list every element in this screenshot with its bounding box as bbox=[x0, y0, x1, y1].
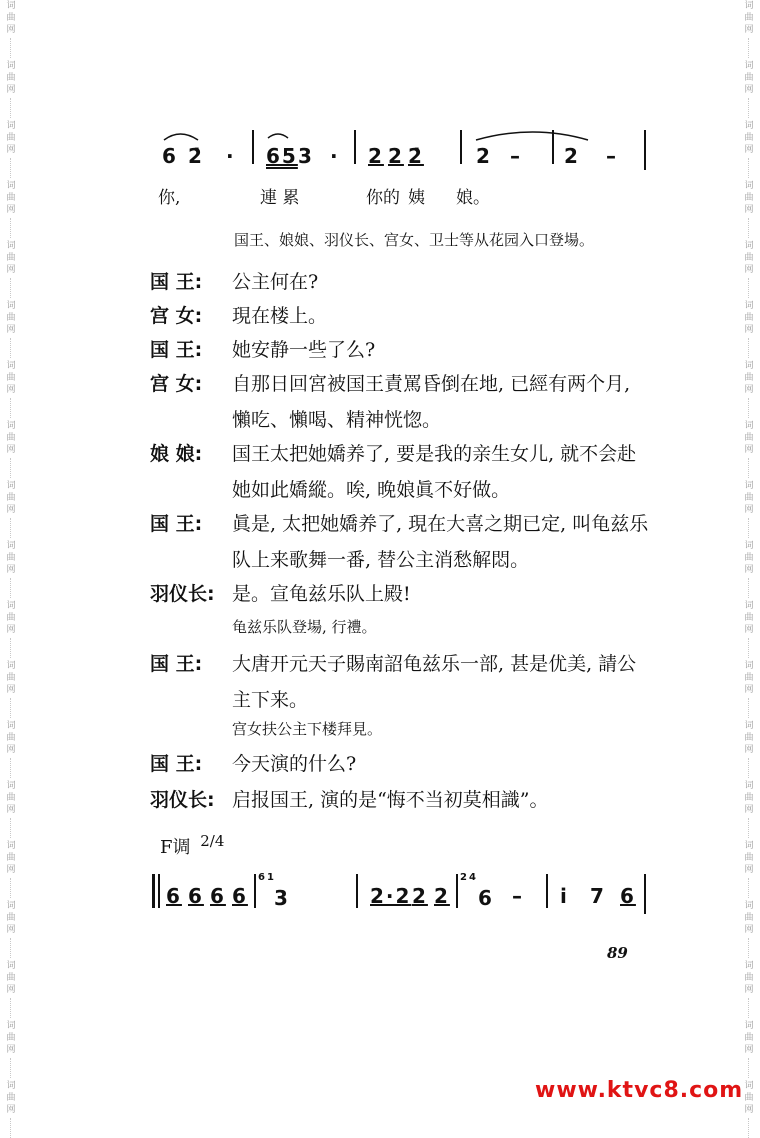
margin-watermark-group bbox=[742, 480, 756, 516]
margin-watermark-char: 曲 bbox=[744, 313, 754, 323]
note: – bbox=[510, 144, 522, 168]
key-label: F调 bbox=[160, 837, 191, 858]
margin-watermark-char: 网 bbox=[744, 925, 754, 935]
barline bbox=[152, 874, 155, 908]
margin-watermark-group bbox=[742, 900, 756, 936]
margin-watermark-char: 词 bbox=[744, 121, 754, 131]
margin-watermark-char: 曲 bbox=[6, 673, 16, 683]
margin-watermark-char: 曲 bbox=[744, 733, 754, 743]
margin-watermark-group bbox=[742, 1080, 756, 1116]
margin-watermark-char: 词 bbox=[744, 361, 754, 371]
margin-watermark-char: 网 bbox=[744, 25, 754, 35]
margin-watermark-group bbox=[742, 600, 756, 636]
speech: 是。宣龟兹乐队上殿! bbox=[232, 583, 411, 605]
speaker: 国 王: bbox=[150, 513, 203, 535]
margin-watermark-char: 网 bbox=[744, 445, 754, 455]
margin-watermark-group bbox=[742, 0, 756, 36]
note: 3 bbox=[274, 886, 290, 910]
note: 2 bbox=[388, 144, 404, 168]
margin-watermark-char: 网 bbox=[6, 805, 16, 815]
speech: 眞是, 太把她嬌养了, 現在大喜之期已定, 叫龟兹乐队上来歌舞一番, 替公主消愁解悶。 bbox=[232, 513, 649, 571]
margin-dotted-rule bbox=[10, 1058, 13, 1078]
note: 6 bbox=[620, 884, 636, 908]
margin-dotted-rule bbox=[748, 758, 751, 778]
margin-dotted-rule bbox=[748, 38, 751, 58]
margin-watermark-char: 曲 bbox=[744, 253, 754, 263]
margin-watermark-char: 网 bbox=[744, 145, 754, 155]
margin-watermark-char: 网 bbox=[6, 85, 16, 95]
speaker: 国 王: bbox=[150, 753, 203, 775]
margin-dotted-rule bbox=[748, 578, 751, 598]
margin-watermark-char: 词 bbox=[6, 481, 16, 491]
margin-watermark-char: 词 bbox=[6, 661, 16, 671]
margin-watermark-char: 网 bbox=[6, 1045, 16, 1055]
lyric: 連 累 bbox=[260, 188, 300, 208]
note: 2 bbox=[564, 144, 580, 168]
margin-watermark-char: 网 bbox=[6, 985, 16, 995]
margin-watermark-group bbox=[742, 120, 756, 156]
margin-watermark-char: 曲 bbox=[6, 733, 16, 743]
margin-watermark-char: 网 bbox=[744, 745, 754, 755]
note: 2̇ bbox=[408, 144, 424, 168]
margin-dotted-rule bbox=[748, 1118, 751, 1138]
margin-watermark-char: 网 bbox=[6, 625, 16, 635]
margin-watermark-char: 词 bbox=[6, 721, 16, 731]
margin-watermark-group bbox=[4, 780, 18, 816]
speech: 启报国王, 演的是“悔不当初莫相識”。 bbox=[232, 789, 549, 811]
key-signature bbox=[160, 832, 224, 859]
margin-watermark-char: 曲 bbox=[6, 853, 16, 863]
margin-watermark-char: 词 bbox=[744, 541, 754, 551]
margin-watermark-group bbox=[4, 1080, 18, 1116]
margin-watermark-group bbox=[742, 840, 756, 876]
speech: 她安静一些了么? bbox=[232, 339, 376, 361]
note: 6 bbox=[166, 884, 182, 908]
score-top bbox=[158, 140, 658, 180]
margin-watermark-group bbox=[4, 960, 18, 996]
margin-watermark-char: 网 bbox=[6, 745, 16, 755]
margin-watermark-group bbox=[4, 120, 18, 156]
margin-dotted-rule bbox=[10, 878, 13, 898]
margin-watermark-char: 词 bbox=[6, 241, 16, 251]
margin-watermark-char: 词 bbox=[6, 1081, 16, 1091]
margin-watermark-char: 曲 bbox=[744, 853, 754, 863]
margin-watermark-char: 网 bbox=[744, 805, 754, 815]
margin-watermark-char: 词 bbox=[744, 1, 754, 11]
margin-watermark-char: 词 bbox=[6, 421, 16, 431]
margin-watermark-char: 曲 bbox=[744, 373, 754, 383]
speech: 現在楼上。 bbox=[232, 305, 328, 327]
margin-watermark-char: 网 bbox=[6, 385, 16, 395]
margin-watermark-char: 词 bbox=[744, 721, 754, 731]
margin-watermark-char: 词 bbox=[6, 841, 16, 851]
speaker: 国 王: bbox=[150, 653, 203, 675]
margin-dotted-rule bbox=[748, 638, 751, 658]
margin-dotted-rule bbox=[748, 1058, 751, 1078]
margin-dotted-rule bbox=[10, 518, 13, 538]
note: 6 bbox=[162, 144, 178, 168]
margin-watermark-char: 词 bbox=[744, 1021, 754, 1031]
margin-dotted-rule bbox=[10, 1118, 13, 1138]
margin-watermark-char: 网 bbox=[744, 625, 754, 635]
margin-watermark-char: 网 bbox=[744, 265, 754, 275]
margin-watermark-char: 词 bbox=[6, 1, 16, 11]
margin-watermark-char: 曲 bbox=[744, 13, 754, 23]
note: 3 bbox=[298, 144, 314, 168]
margin-watermark-char: 曲 bbox=[744, 673, 754, 683]
margin-watermark-group bbox=[742, 720, 756, 756]
speaker: 宫 女: bbox=[150, 305, 203, 327]
margin-dotted-rule bbox=[748, 158, 751, 178]
margin-watermark-group bbox=[742, 540, 756, 576]
margin-dotted-rule bbox=[748, 278, 751, 298]
margin-watermark-group bbox=[4, 300, 18, 336]
margin-watermark-group bbox=[742, 300, 756, 336]
note: 6 bbox=[232, 884, 248, 908]
margin-watermark-group bbox=[4, 0, 18, 36]
margin-dotted-rule bbox=[10, 458, 13, 478]
margin-watermark-char: 曲 bbox=[744, 1093, 754, 1103]
margin-dotted-rule bbox=[748, 698, 751, 718]
margin-watermark-group bbox=[4, 840, 18, 876]
margin-watermark-char: 网 bbox=[744, 1045, 754, 1055]
barline bbox=[356, 874, 358, 908]
margin-watermark-char: 词 bbox=[6, 121, 16, 131]
speech: 今天演的什么? bbox=[232, 753, 357, 775]
margin-watermark-group bbox=[4, 1020, 18, 1056]
margin-dotted-rule bbox=[10, 638, 13, 658]
margin-watermark-group bbox=[4, 60, 18, 96]
barline bbox=[354, 130, 356, 164]
speech: 国王太把她嬌养了, 要是我的亲生女儿, 就不会赴她如此嬌縱。唉, 晚娘眞不好做。 bbox=[232, 443, 637, 501]
note: 6 bbox=[210, 884, 226, 908]
margin-watermark-char: 网 bbox=[744, 865, 754, 875]
note: 65 bbox=[266, 144, 298, 168]
note: 2 bbox=[434, 884, 450, 908]
note: · bbox=[330, 144, 340, 168]
margin-watermark-char: 曲 bbox=[744, 73, 754, 83]
margin-dotted-rule bbox=[748, 998, 751, 1018]
speech: 自那日回宮被国王責罵昏倒在地, 已經有两个月, 懶吃、懶喝、精神恍惚。 bbox=[232, 373, 631, 431]
note: 2 bbox=[368, 144, 384, 168]
margin-watermark-char: 曲 bbox=[744, 973, 754, 983]
margin-watermark-group bbox=[4, 540, 18, 576]
margin-watermark-group bbox=[4, 240, 18, 276]
speaker: 宫 女: bbox=[150, 373, 203, 395]
margin-watermark-char: 网 bbox=[744, 985, 754, 995]
barline bbox=[546, 874, 548, 908]
margin-watermark-char: 网 bbox=[6, 505, 16, 515]
margin-dotted-rule bbox=[748, 98, 751, 118]
margin-dotted-rule bbox=[748, 458, 751, 478]
speaker: 国 王: bbox=[150, 271, 203, 293]
margin-watermark-char: 曲 bbox=[6, 73, 16, 83]
margin-watermark-char: 网 bbox=[6, 685, 16, 695]
left-margin-watermark bbox=[4, 0, 18, 1130]
margin-dotted-rule bbox=[10, 218, 13, 238]
margin-dotted-rule bbox=[10, 98, 13, 118]
margin-watermark-char: 网 bbox=[6, 925, 16, 935]
margin-dotted-rule bbox=[10, 158, 13, 178]
note: 2 bbox=[412, 884, 428, 908]
margin-watermark-char: 曲 bbox=[6, 253, 16, 263]
margin-watermark-char: 曲 bbox=[6, 613, 16, 623]
margin-watermark-char: 词 bbox=[744, 661, 754, 671]
barline bbox=[460, 130, 462, 164]
barline bbox=[644, 874, 646, 914]
margin-watermark-group bbox=[4, 480, 18, 516]
margin-watermark-char: 曲 bbox=[744, 553, 754, 563]
margin-watermark-char: 词 bbox=[744, 781, 754, 791]
margin-watermark-char: 词 bbox=[744, 421, 754, 431]
margin-watermark-char: 网 bbox=[6, 865, 16, 875]
margin-watermark-char: 词 bbox=[744, 841, 754, 851]
margin-watermark-group bbox=[4, 660, 18, 696]
barline bbox=[456, 874, 458, 908]
note: 2̇ bbox=[188, 144, 204, 168]
grace-note: 61 bbox=[258, 872, 276, 883]
margin-watermark-char: 网 bbox=[6, 325, 16, 335]
margin-dotted-rule bbox=[748, 218, 751, 238]
margin-watermark-char: 曲 bbox=[6, 1033, 16, 1043]
stage-direction: 龟兹乐队登場, 行禮。 bbox=[232, 618, 377, 636]
margin-dotted-rule bbox=[748, 398, 751, 418]
margin-watermark-char: 网 bbox=[6, 205, 16, 215]
margin-dotted-rule bbox=[748, 818, 751, 838]
margin-watermark-char: 曲 bbox=[744, 433, 754, 443]
stage-direction: 宫女扶公主下楼拜見。 bbox=[232, 720, 383, 738]
time-signature: 2/4 bbox=[200, 832, 225, 850]
grace-note: 24 bbox=[460, 872, 478, 883]
margin-dotted-rule bbox=[10, 338, 13, 358]
speaker: 国 王: bbox=[150, 339, 203, 361]
margin-watermark-char: 词 bbox=[6, 601, 16, 611]
margin-dotted-rule bbox=[10, 938, 13, 958]
margin-watermark-group bbox=[742, 1020, 756, 1056]
margin-watermark-char: 曲 bbox=[6, 973, 16, 983]
margin-watermark-group bbox=[4, 900, 18, 936]
barline bbox=[158, 874, 160, 908]
website-watermark: www.ktvc8.com bbox=[535, 1078, 744, 1103]
margin-watermark-group bbox=[4, 420, 18, 456]
score-bottom bbox=[150, 872, 650, 920]
margin-watermark-char: 网 bbox=[744, 205, 754, 215]
note: 6 bbox=[478, 886, 494, 910]
margin-watermark-char: 曲 bbox=[6, 1093, 16, 1103]
margin-watermark-group bbox=[742, 60, 756, 96]
note: 6 bbox=[188, 884, 204, 908]
margin-watermark-char: 词 bbox=[6, 61, 16, 71]
margin-watermark-char: 曲 bbox=[6, 193, 16, 203]
margin-watermark-char: 词 bbox=[744, 1081, 754, 1091]
margin-watermark-char: 曲 bbox=[744, 913, 754, 923]
margin-watermark-char: 词 bbox=[6, 181, 16, 191]
margin-watermark-char: 曲 bbox=[6, 493, 16, 503]
speech: 公主何在? bbox=[232, 271, 319, 293]
barline bbox=[552, 130, 554, 164]
lyric: 你, bbox=[158, 188, 181, 208]
margin-watermark-char: 曲 bbox=[744, 193, 754, 203]
note: 7 bbox=[590, 884, 606, 908]
lyric: 娘。 bbox=[456, 188, 490, 208]
margin-dotted-rule bbox=[10, 998, 13, 1018]
margin-dotted-rule bbox=[10, 38, 13, 58]
margin-watermark-char: 曲 bbox=[6, 13, 16, 23]
margin-watermark-char: 词 bbox=[6, 541, 16, 551]
margin-watermark-char: 曲 bbox=[6, 313, 16, 323]
margin-watermark-group bbox=[4, 360, 18, 396]
margin-watermark-group bbox=[4, 180, 18, 216]
margin-watermark-group bbox=[4, 600, 18, 636]
speech: 大唐开元天子賜南詔龟兹乐一部, 甚是优美, 請公主下来。 bbox=[232, 653, 637, 711]
margin-watermark-char: 网 bbox=[744, 325, 754, 335]
margin-watermark-char: 词 bbox=[6, 301, 16, 311]
margin-dotted-rule bbox=[748, 938, 751, 958]
margin-watermark-char: 词 bbox=[6, 781, 16, 791]
margin-watermark-char: 网 bbox=[6, 25, 16, 35]
margin-watermark-char: 词 bbox=[6, 901, 16, 911]
margin-watermark-char: 词 bbox=[744, 601, 754, 611]
margin-watermark-char: 曲 bbox=[744, 793, 754, 803]
margin-dotted-rule bbox=[10, 698, 13, 718]
barline bbox=[254, 874, 256, 908]
margin-watermark-char: 网 bbox=[744, 85, 754, 95]
speaker: 羽仪长: bbox=[150, 789, 215, 811]
margin-watermark-char: 曲 bbox=[6, 553, 16, 563]
margin-watermark-char: 曲 bbox=[744, 1033, 754, 1043]
stage-direction: 国王、娘娘、羽仪长、宫女、卫士等从花园入口登場。 bbox=[234, 231, 595, 249]
margin-watermark-char: 词 bbox=[744, 241, 754, 251]
margin-dotted-rule bbox=[10, 578, 13, 598]
note: – bbox=[512, 884, 524, 908]
margin-watermark-char: 词 bbox=[744, 901, 754, 911]
margin-watermark-char: 词 bbox=[744, 481, 754, 491]
margin-dotted-rule bbox=[10, 278, 13, 298]
margin-watermark-char: 词 bbox=[6, 361, 16, 371]
margin-watermark-char: 曲 bbox=[744, 613, 754, 623]
margin-watermark-char: 词 bbox=[6, 961, 16, 971]
margin-dotted-rule bbox=[10, 758, 13, 778]
barline bbox=[252, 130, 254, 164]
margin-watermark-char: 曲 bbox=[6, 433, 16, 443]
page-number: 89 bbox=[607, 944, 628, 962]
margin-watermark-char: 网 bbox=[744, 1105, 754, 1115]
speaker: 羽仪长: bbox=[150, 583, 215, 605]
margin-watermark-char: 词 bbox=[744, 61, 754, 71]
margin-watermark-char: 词 bbox=[744, 961, 754, 971]
note: · bbox=[226, 144, 236, 168]
margin-watermark-char: 曲 bbox=[6, 373, 16, 383]
margin-watermark-char: 曲 bbox=[6, 133, 16, 143]
barline bbox=[644, 130, 646, 170]
margin-watermark-group bbox=[4, 720, 18, 756]
margin-watermark-char: 曲 bbox=[744, 493, 754, 503]
margin-watermark-group bbox=[742, 360, 756, 396]
margin-watermark-char: 网 bbox=[744, 685, 754, 695]
margin-watermark-char: 词 bbox=[6, 1021, 16, 1031]
margin-dotted-rule bbox=[748, 878, 751, 898]
margin-watermark-char: 网 bbox=[6, 565, 16, 575]
margin-watermark-char: 曲 bbox=[6, 913, 16, 923]
margin-dotted-rule bbox=[748, 518, 751, 538]
lyric: 姨 bbox=[408, 188, 425, 208]
lyric: 你的 bbox=[366, 188, 400, 208]
margin-dotted-rule bbox=[748, 338, 751, 358]
margin-watermark-char: 网 bbox=[6, 1105, 16, 1115]
margin-watermark-char: 曲 bbox=[744, 133, 754, 143]
right-margin-watermark bbox=[742, 0, 756, 1130]
margin-watermark-char: 网 bbox=[744, 565, 754, 575]
margin-watermark-char: 词 bbox=[744, 301, 754, 311]
note: 2 bbox=[476, 144, 492, 168]
margin-watermark-group bbox=[742, 960, 756, 996]
margin-watermark-char: 网 bbox=[744, 505, 754, 515]
margin-dotted-rule bbox=[10, 818, 13, 838]
margin-watermark-group bbox=[742, 180, 756, 216]
margin-watermark-group bbox=[742, 240, 756, 276]
note: 2·2 bbox=[370, 884, 412, 908]
speaker: 娘 娘: bbox=[150, 443, 203, 465]
margin-watermark-char: 网 bbox=[6, 445, 16, 455]
margin-watermark-char: 网 bbox=[6, 265, 16, 275]
margin-watermark-char: 网 bbox=[744, 385, 754, 395]
margin-dotted-rule bbox=[10, 398, 13, 418]
note: i̇ bbox=[560, 884, 569, 908]
margin-watermark-char: 曲 bbox=[6, 793, 16, 803]
margin-watermark-group bbox=[742, 780, 756, 816]
margin-watermark-group bbox=[742, 660, 756, 696]
note: – bbox=[606, 144, 618, 168]
margin-watermark-char: 网 bbox=[6, 145, 16, 155]
margin-watermark-char: 词 bbox=[744, 181, 754, 191]
margin-watermark-group bbox=[742, 420, 756, 456]
